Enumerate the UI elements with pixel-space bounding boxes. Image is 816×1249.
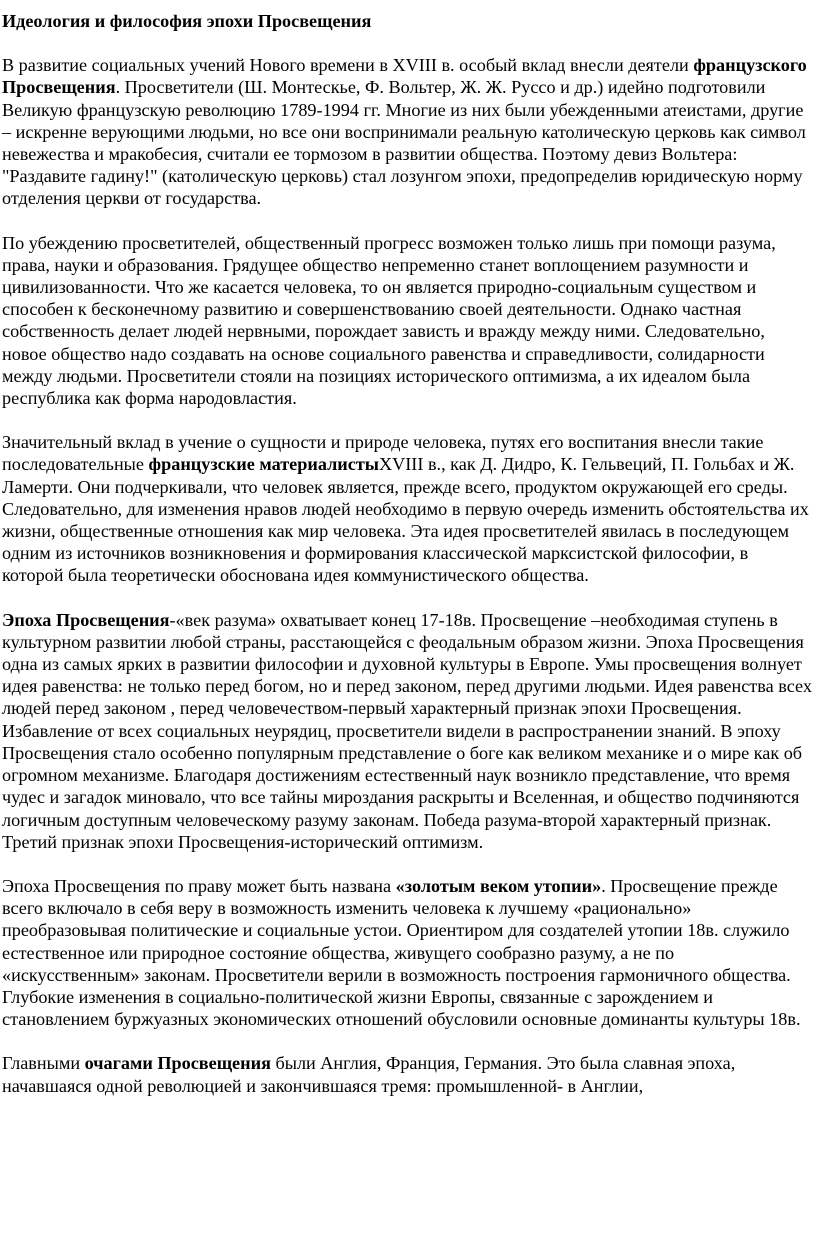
paragraph-text: Эпоха Просвещения по праву может быть названа (2, 875, 396, 896)
paragraph-text: . Просвещение прежде всего включало в себя веру в возможность изменить человека к лучшему «рационально» преобразовывая политические и социальные устои. Ориентиром для создателей утопии 18в. служило естественное или природное состояние общества, живущего сообразно разуму, а не по «искусственным» законам. Просветители верили в возможность построения гармоничного общества. Глубокие изменения в социально-политической жизни Европы, связанные с зарождением и становлением буржуазных экономических отношений обусловили основные доминанты культуры 18в. (2, 875, 801, 1030)
paragraph-social-progress: По убеждению просветителей, общественный прогресс возможен только лишь при помощи разума, права, науки и образования. Грядущее общество непременно станет воплощением разумности и цивилизованности. Что же касается человека, то он является природно-социальным существом и способен к бесконечному развитию и совершенствованию своей деятельности. Однако частная собственность делает людей нервными, порождает зависть и вражду между ними. Следовательно, новое общество надо создавать на основе социального равенства и справедливости, солидарности между людьми. Просветители стояли на позициях исторического оптимизма, а их идеалом была республика как форма народовластия. (2, 232, 776, 409)
paragraph-age-of-reason (2, 609, 812, 853)
document-title: Идеология и философия эпохи Просвещения (2, 11, 372, 31)
bold-term: очагами Просвещения (84, 1053, 271, 1074)
paragraph-text: XVIII в., как Д. Дидро, К. Гельвеций, П. Гольбах и Ж. Ламерти. Они подчеркивали, что человек является, прежде всего, продуктом окружающей его среды. Следовательно, для изменения нравов людей необходимо в первую очередь изменить обстоятельства их жизни, общественные отношения как мир человека. Эта идея просветителей явилась в последующем одним из источников возникновения и формирования классической марксистской философии, в которой была теоретически обоснована идея коммунистического общества. (2, 454, 809, 586)
paragraph-text: Значительный вклад в учение о сущности и природе человека, путях его воспитания внесли такие последовательные (2, 432, 764, 475)
paragraph-text: . Просветители (Ш. Монтескье, Ф. Вольтер, Ж. Ж. Руссо и др.) идейно подготовили Великую французскую революцию 1789-1994 гг. Многие из них были убежденными атеистами, другие – искренне верующими людьми, но все они воспринимали реальную католическую церковь как символ невежества и мракобесия, считали ее тормозом в развитии общества. Поэтому девиз Вольтера: "Раздавите гадину!" (католическую церковь) стал лозунгом эпохи, предопределив юридическую норму отделения церкви от государства. (2, 77, 806, 209)
bold-term: французского Просвещения (2, 55, 807, 98)
bold-term: Эпоха Просвещения (2, 609, 170, 630)
bold-term: французские материалисты (148, 454, 379, 475)
paragraph-text: В развитие социальных учений Нового времени в XVIII в. особый вклад внесли деятели (2, 55, 694, 76)
paragraph-text: были Англия, Франция, Германия. Это была славная эпоха, начавшаяся одной революцией и закончившаяся тремя: промышленной- в Англии, (2, 1053, 736, 1096)
paragraph-french-enlightenment (2, 54, 812, 209)
bold-term: «золотым веком утопии» (395, 875, 602, 896)
document-page (2, 10, 812, 1119)
paragraph-text: -«век разума» охватывает конец 17-18в. Просвещение –необходимая ступень в культурном развитии любой страны, расстающейся с феодальным образом жизни. Эпоха Просвещения одна из самых ярких в развитии философии и духовной культуры в Европе. Умы просвещения волнует идея равенства: не только перед богом, но и перед законом, перед другими людьми. Идея равенства всех людей перед законом , перед человечеством-первый характерный признак эпохи Просвещения. Избавление от всех социальных неурядиц, просветители видели в распространении знаний. В эпоху Просвещения стало особенно популярным представление о боге как великом механике и о мире как об огромном механизме. Благодаря достижениям естественный наук возникло представление, что время чудес и загадок миновало, что все тайны мироздания раскрыты и Вселенная, и общество подчиняются логичным доступным человеческому разуму законам. Победа разума-второй характерный признак. Третий признак эпохи Просвещения-исторический оптимизм. (2, 609, 812, 852)
paragraph-french-materialists (2, 431, 812, 586)
paragraph-text: Главными (2, 1053, 85, 1074)
paragraph-golden-age-utopia (2, 875, 812, 1030)
paragraph-centers-of-enlightenment (2, 1052, 812, 1096)
